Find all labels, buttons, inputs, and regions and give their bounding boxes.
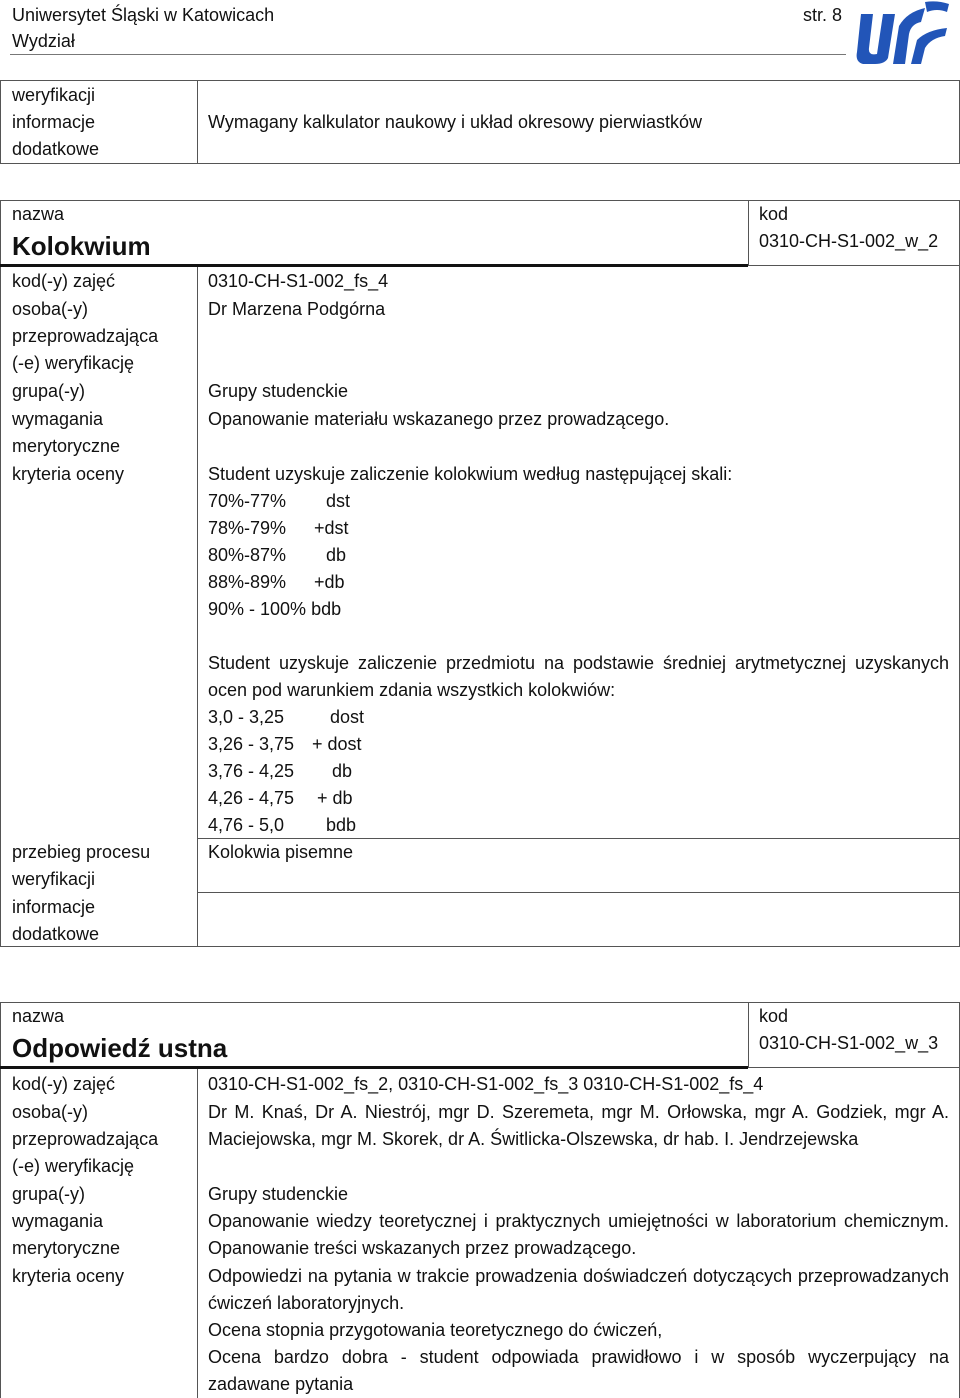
kryteria-paragraph: Student uzyskuje zaliczenie przedmiotu na podstawie średniej arytmetycznej uzyskanych ocen pod warunkiem zdania wszystkich kolokwiów: — [208, 653, 949, 700]
name-label: nazwa — [12, 204, 65, 224]
code-label: kod — [759, 204, 789, 224]
scale-row: 80%-87% db — [208, 545, 347, 565]
informacje-label: informacje — [12, 897, 96, 917]
scale-row: 78%-79% +dst — [208, 518, 349, 538]
section-code: 0310-CH-S1-002_w_3 — [759, 1033, 939, 1053]
kryteria-intro: Student uzyskuje zaliczenie kolokwium według następującej skali: — [208, 464, 733, 484]
section-title: Odpowiedź ustna — [12, 1033, 228, 1063]
osoba-label-2: przeprowadzająca — [12, 1129, 159, 1149]
kryteria-label: kryteria oceny — [12, 1266, 125, 1286]
university-logo-icon — [855, 0, 950, 66]
osoba-value: Dr M. Knaś, Dr A. Niestrój, mgr D. Szeremeta, mgr M. Orłowska, mgr A. Godziek, mgr A. Maciejowska, mgr M. Skorek, dr A. Świtlicka-Olszewska, dr hab. I. Jendrzejewska — [208, 1102, 949, 1149]
scale2-row: 3,76 - 4,25 db — [208, 761, 353, 781]
kod-value: 0310-CH-S1-002_fs_4 — [208, 271, 389, 291]
przebieg-value: Kolokwia pisemne — [208, 842, 354, 862]
grupa-label: grupa(-y) — [12, 1184, 86, 1204]
osoba-label-2: przeprowadzająca — [12, 326, 159, 346]
faculty-name: Wydział — [12, 31, 75, 51]
section-title: Kolokwium — [12, 231, 151, 261]
scale-row: 88%-89% +db — [208, 572, 345, 592]
section-code: 0310-CH-S1-002_w_2 — [759, 231, 939, 251]
scale2-row: 4,76 - 5,0 bdb — [208, 815, 357, 835]
grupa-label: grupa(-y) — [12, 381, 86, 401]
top-label-dodatkowe: dodatkowe — [12, 139, 100, 159]
top-label-weryfikacji: weryfikacji — [12, 85, 96, 105]
osoba-value: Dr Marzena Podgórna — [208, 299, 386, 319]
osoba-label: osoba(-y) — [12, 1102, 89, 1122]
scale-row: 90% - 100% bdb — [208, 599, 342, 619]
wymagania-value: Opanowanie wiedzy teoretycznej i praktycznych umiejętności w laboratorium chemicznym. Opanowanie treści wskazanych przez prowadzącego. — [208, 1211, 949, 1258]
wymagania-label: wymagania — [12, 1211, 104, 1231]
kryteria-label: kryteria oceny — [12, 464, 125, 484]
scale2-row: 3,26 - 3,75 + dost — [208, 734, 362, 754]
wymagania-value: Opanowanie materiału wskazanego przez prowadzącego. — [208, 409, 670, 429]
kryteria-paragraph: Ocena bardzo dobra - student odpowiada prawidłowo i w sposób wyczerpujący na zadawane pytania — [208, 1347, 949, 1394]
scale2-row: 4,26 - 4,75 + db — [208, 788, 353, 808]
wymagania-label-2: merytoryczne — [12, 436, 121, 456]
kod-value: 0310-CH-S1-002_fs_2, 0310-CH-S1-002_fs_3 0310-CH-S1-002_fs_4 — [208, 1074, 764, 1094]
university-name: Uniwersytet Śląski w Katowicach — [12, 5, 275, 25]
osoba-label-3: (-e) weryfikację — [12, 1156, 135, 1176]
page-number: str. 8 — [803, 5, 843, 25]
wymagania-label: wymagania — [12, 409, 104, 429]
grupa-value: Grupy studenckie — [208, 1184, 349, 1204]
kryteria-paragraph: Odpowiedzi na pytania w trakcie prowadzenia doświadczeń dotyczących przeprowadzanych ćwiczeń laboratoryjnych. — [208, 1266, 949, 1313]
grupa-value: Grupy studenckie — [208, 381, 349, 401]
wymagania-label-2: merytoryczne — [12, 1238, 121, 1258]
scale2-row: 3,0 - 3,25 dost — [208, 707, 365, 727]
osoba-label-3: (-e) weryfikację — [12, 353, 135, 373]
scale-row: 70%-77% dst — [208, 491, 351, 511]
przebieg-label: przebieg procesu — [12, 842, 151, 862]
kryteria-line: Ocena stopnia przygotowania teoretycznego do ćwiczeń, — [208, 1320, 663, 1340]
top-label-informacje: informacje — [12, 112, 96, 132]
name-label: nazwa — [12, 1006, 65, 1026]
informacje-label-2: dodatkowe — [12, 924, 100, 944]
kod-label: kod(-y) zajęć — [12, 271, 116, 291]
top-info-value: Wymagany kalkulator naukowy i układ okresowy pierwiastków — [208, 112, 703, 132]
osoba-label: osoba(-y) — [12, 299, 89, 319]
przebieg-label-2: weryfikacji — [12, 869, 96, 889]
code-label: kod — [759, 1006, 789, 1026]
kod-label: kod(-y) zajęć — [12, 1074, 116, 1094]
